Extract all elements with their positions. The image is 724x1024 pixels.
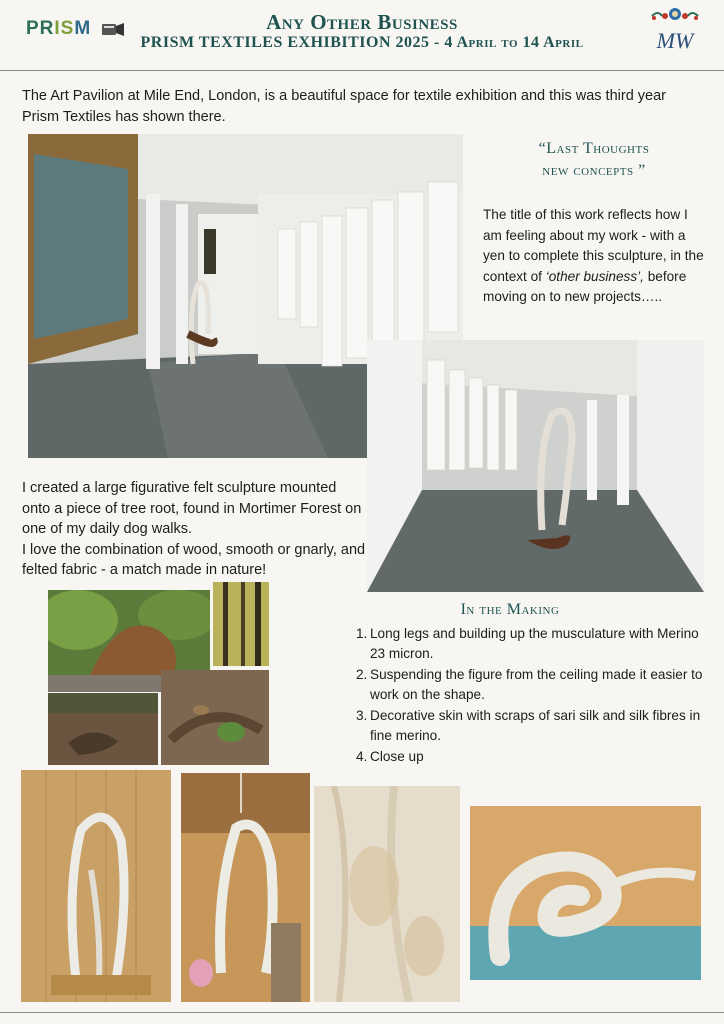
woodland-floor-photo bbox=[48, 693, 158, 765]
quote-body-italic: ‘other business’, bbox=[545, 268, 644, 284]
quote-body-end: before moving on to new projects….. bbox=[483, 268, 687, 304]
created-line1: I created a large figurative felt sculpture mounted onto a piece of tree root, found in Mortimer Forest on one of my daily dog walks. bbox=[22, 480, 362, 537]
prism-logo: PRISM bbox=[26, 18, 92, 39]
making-title: In the Making bbox=[460, 601, 560, 618]
making-item: 4. Close up bbox=[356, 749, 424, 764]
quote-body bbox=[483, 205, 708, 308]
making-list bbox=[356, 624, 708, 768]
mw-logo-text: MW bbox=[656, 28, 694, 53]
making-item: 1. Long legs and building up the musculature with Merino 23 micron. bbox=[356, 626, 699, 661]
suspended-figure-photo bbox=[181, 773, 310, 1002]
quote-title bbox=[470, 138, 718, 182]
quote-title-line1: “Last Thoughts bbox=[538, 140, 650, 157]
quote-title-line2: new concepts ” bbox=[542, 162, 646, 179]
created-text bbox=[22, 478, 367, 581]
sculpture-gallery-photo bbox=[367, 340, 704, 592]
close-up-photo bbox=[470, 806, 701, 980]
mossy-roots-photo bbox=[161, 670, 269, 765]
created-line2: I love the combination of wood, smooth or gnarly, and felted fabric - a match made in nature! bbox=[22, 541, 366, 578]
footer-divider bbox=[0, 1012, 724, 1013]
intro-text: The Art Pavilion at Mile End, London, is a beautiful space for textile exhibition and this was third year Prism Textiles has shown there. bbox=[22, 88, 666, 125]
header-divider bbox=[0, 70, 724, 71]
making-item: 2. Suspending the figure from the ceiling made it easier to work on the shape. bbox=[356, 667, 703, 702]
forest-photo bbox=[213, 582, 269, 666]
felt-texture-photo bbox=[314, 786, 460, 1002]
page-title: Any Other Business bbox=[266, 10, 458, 34]
page-subtitle: PRISM TEXTILES EXHIBITION 2025 - 4 April to 14 April bbox=[140, 34, 584, 51]
quote-body-start: The title of this work reflects how I am feeling about my work - with a yen to complete this sculpture, in the context of bbox=[483, 207, 704, 284]
making-item: 3. Decorative skin with scraps of sari silk and silk fibres in fine merino. bbox=[356, 708, 701, 743]
legs-photo bbox=[21, 770, 171, 1002]
mw-logo bbox=[644, 4, 706, 54]
